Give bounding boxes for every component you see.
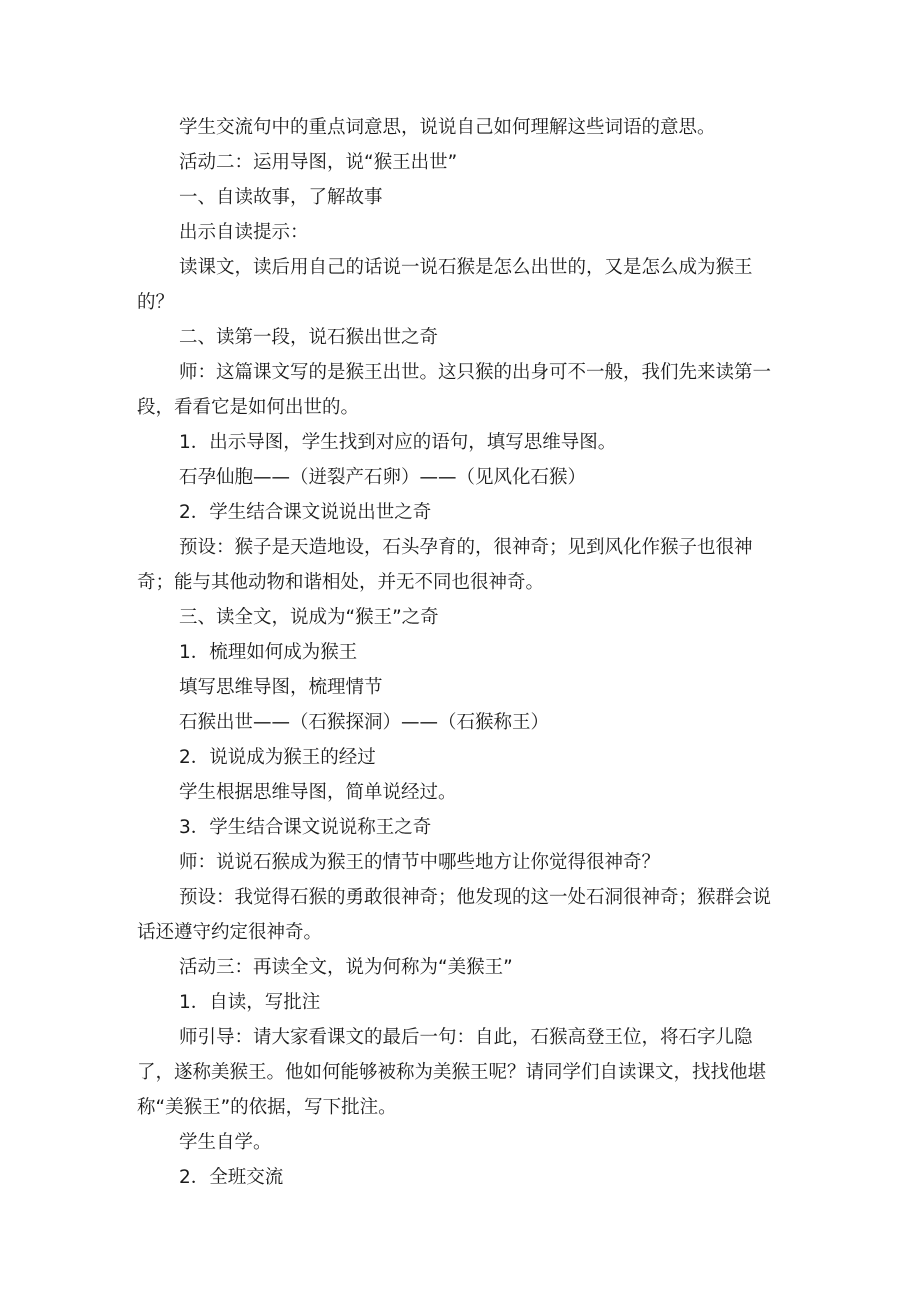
paragraph: 1．出示导图，学生找到对应的语句，填写思维导图。 [179, 432, 617, 453]
paragraph: 活动二：运用导图，说“猴王出世” [179, 152, 458, 173]
paragraph: 3．学生结合课文说说称王之奇 [179, 817, 432, 838]
paragraph: 2．学生结合课文说说出世之奇 [179, 502, 432, 523]
paragraph: 师：这篇课文写的是猴王出世。这只猴的出身可不一般，我们先来读第一段，看看它是如何出世的。 [137, 362, 772, 418]
paragraph: 活动三：再读全文，说为何称为“美猴王” [179, 957, 513, 978]
paragraph: 学生自学。 [179, 1132, 272, 1153]
paragraph: 预设：我觉得石猴的勇敢很神奇；他发现的这一处石洞很神奇；猴群会说话还遵守约定很神奇。 [137, 887, 772, 943]
paragraph: 2．全班交流 [179, 1167, 284, 1188]
paragraph: 石猴出世——（石猴探洞）——（石猴称王） [179, 712, 550, 733]
paragraph: 石孕仙胞——（迸裂产石卵）——（见风化石猴） [179, 467, 587, 488]
paragraph: 师：说说石猴成为猴王的情节中哪些地方让你觉得很神奇？ [179, 852, 661, 873]
paragraph: 填写思维导图，梳理情节 [179, 677, 383, 698]
document-body [137, 110, 784, 1195]
paragraph: 学生根据思维导图，简单说经过。 [179, 782, 457, 803]
paragraph: 读课文，读后用自己的话说一说石猴是怎么出世的，又是怎么成为猴王的？ [137, 257, 753, 313]
paragraph: 预设：猴子是天造地设，石头孕育的，很神奇；见到风化作猴子也很神奇；能与其他动物和谐相处，并无不同也很神奇。 [137, 537, 753, 593]
paragraph: 师引导：请大家看课文的最后一句：自此，石猴高登王位，将石字儿隐了，遂称美猴王。他如何能够被称为美猴王呢？请同学们自读课文，找找他堪称“美猴王”的依据，写下批注。 [137, 1027, 767, 1118]
paragraph: 1．梳理如何成为猴王 [179, 642, 358, 663]
paragraph: 2．说说成为猴王的经过 [179, 747, 376, 768]
paragraph: 一、自读故事，了解故事 [179, 187, 383, 208]
paragraph: 出示自读提示： [179, 222, 309, 243]
paragraph: 学生交流句中的重点词意思，说说自己如何理解这些词语的意思。 [179, 117, 716, 138]
paragraph: 三、读全文，说成为“猴王”之奇 [179, 607, 439, 628]
paragraph: 二、读第一段，说石猴出世之奇 [179, 327, 439, 348]
paragraph: 1．自读，写批注 [179, 992, 321, 1013]
